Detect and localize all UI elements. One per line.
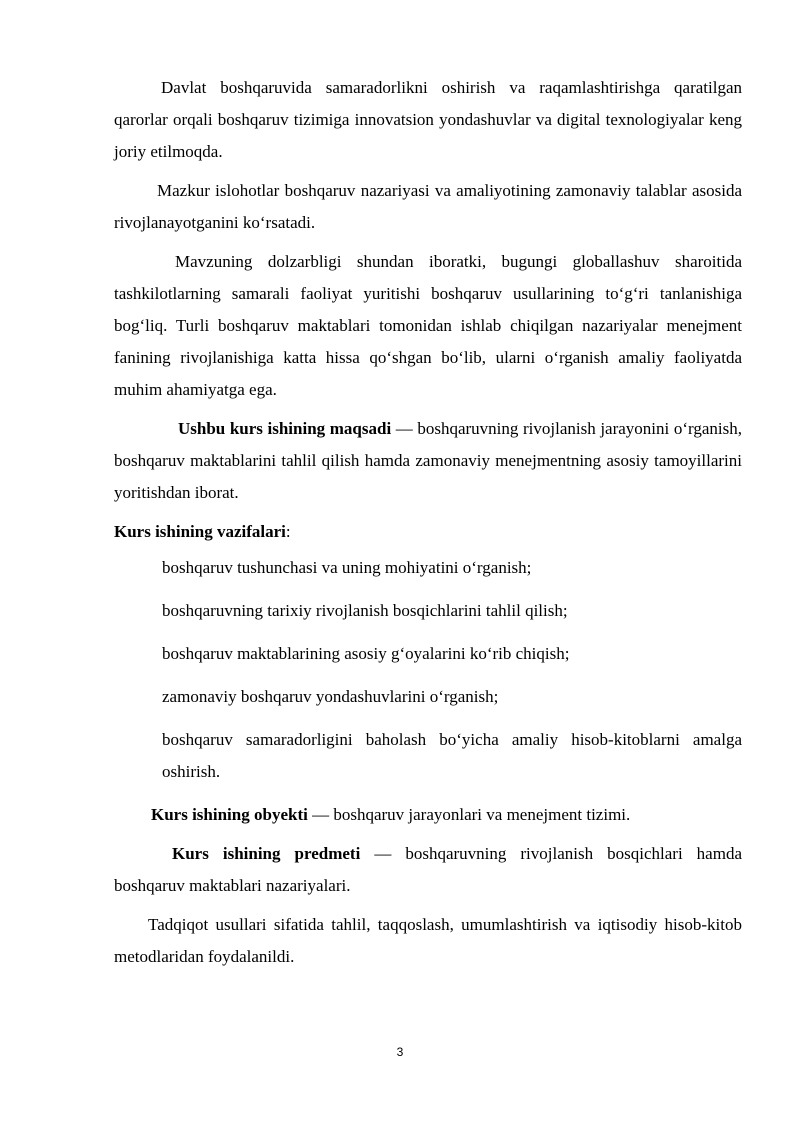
object-label: Kurs ishining obyekti [151, 805, 308, 824]
page-number: 3 [396, 1045, 404, 1059]
paragraph-object [114, 799, 742, 831]
list-item: boshqaruv maktablarining asosiy g‘oyalarini ko‘rib chiqish; [162, 644, 570, 663]
paragraph-digitalization: Davlat boshqaruvida samaradorlikni oshirish va raqamlashtirishga qaratilgan qarorlar orqali boshqaruv tizimiga innovatsion yondashuvlar va digital texnologiyalar keng joriy etilmoqda. [114, 78, 742, 161]
tasks-list [114, 552, 742, 788]
paragraph-reforms: Mazkur islohotlar boshqaruv nazariyasi va amaliyotining zamonaviy talablar asosida rivojlanayotganini ko‘rsatadi. [114, 181, 742, 232]
list-item: zamonaviy boshqaruv yondashuvlarini o‘rganish; [162, 687, 499, 706]
paragraph-subject [114, 838, 742, 902]
list-item: boshqaruvning tarixiy rivojlanish bosqichlarini tahlil qilish; [162, 601, 568, 620]
list-item: boshqaruv tushunchasi va uning mohiyatini o‘rganish; [162, 558, 532, 577]
tasks-heading [114, 516, 742, 548]
tasks-heading-suffix: : [285, 522, 291, 541]
object-text: — boshqaruv jarayonlari va menejment tizimi. [307, 805, 631, 824]
paragraph-relevance: Mavzuning dolzarbligi shundan iboratki, bugungi globallashuv sharoitida tashkilotlarning samarali faoliyat yuritishi boshqaruv usullarining to‘g‘ri tanlanishiga bog‘liq. Turli boshqaruv maktablari tomonidan ishlab chiqilgan nazariyalar menejment fanining rivojlanishiga katta hissa qo‘shgan bo‘lib, ularni o‘rganish amaliy faoliyatda muhim ahamiyatga ega. [114, 252, 742, 399]
tasks-heading-label: Kurs ishining vazifalari [114, 522, 286, 541]
document-body [114, 72, 742, 973]
goal-label: Ushbu kurs ishining maqsadi [178, 419, 392, 438]
list-item: boshqaruv samaradorligini baholash bo‘yicha amaliy hisob-kitoblarni amalga oshirish. [162, 730, 742, 781]
paragraph-goal [114, 413, 742, 509]
paragraph-methods: Tadqiqot usullari sifatida tahlil, taqqoslash, umumlashtirish va iqtisodiy hisob-kitob metodlaridan foydalanildi. [114, 915, 742, 966]
goal-text: — boshqaruvning rivojlanish jarayonini o‘rganish, boshqaruv maktablarini tahlil qilish hamda zamonaviy menejmentning asosiy tamoyillarini yoritishdan iborat. [114, 419, 742, 502]
subject-label: Kurs ishining predmeti [172, 844, 361, 863]
subject-text: — boshqaruvning rivojlanish bosqichlari hamda boshqaruv maktablari nazariyalari. [114, 844, 742, 895]
